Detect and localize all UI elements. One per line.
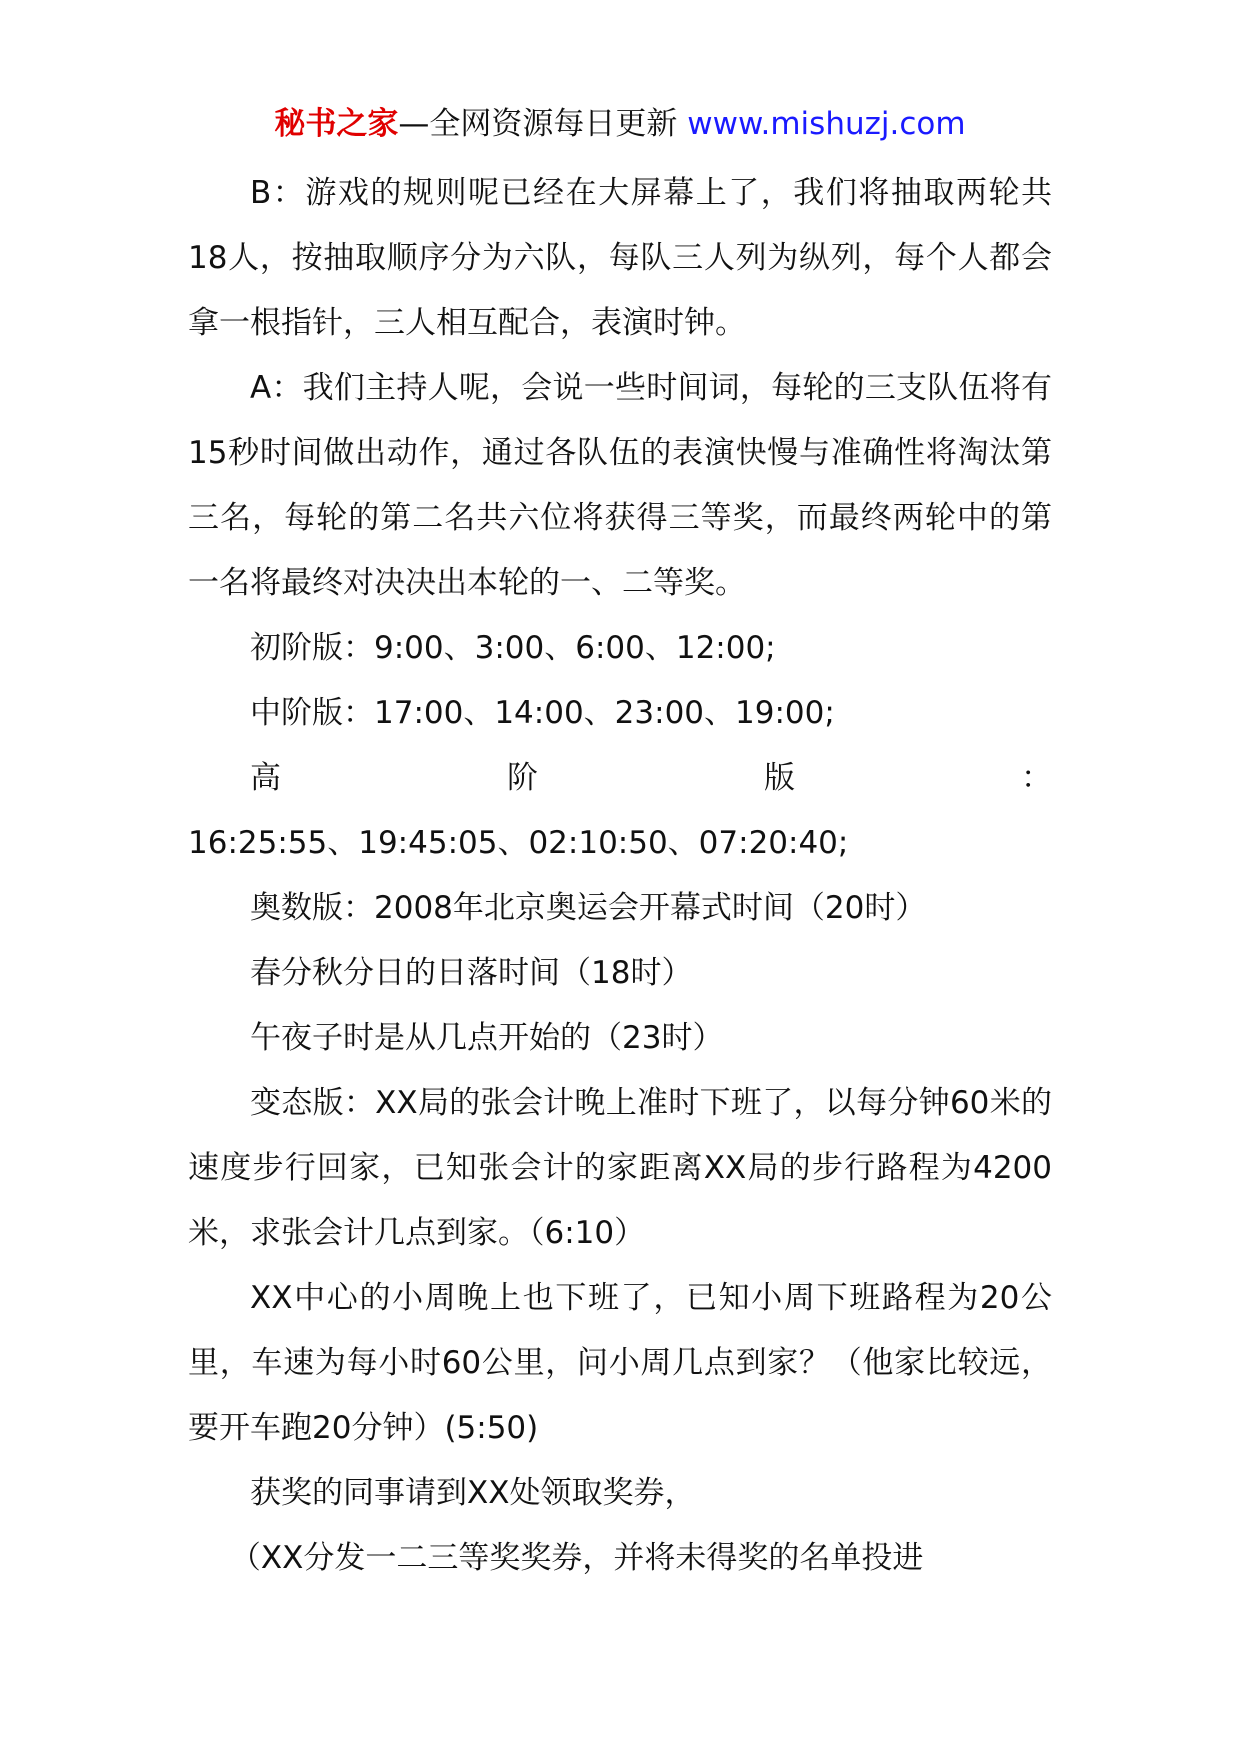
paragraph-ticket-distribution: （XX分发一二三等奖奖券，并将未得奖的名单投进 xyxy=(229,1540,924,1576)
paragraph-intermediate-level: 中阶版：17:00、14:00、23:00、19:00; xyxy=(250,695,835,731)
paragraph-beginner-level: 初阶版：9:00、3:00、6:00、12:00; xyxy=(250,630,776,666)
paragraph-midnight-question: 午夜子时是从几点开始的（23时） xyxy=(250,1020,724,1056)
site-brand: 秘书之家 xyxy=(274,106,399,142)
paragraph-advanced-times: 16:25:55、19:45:05、02:10:50、07:20:40; xyxy=(188,825,849,861)
paragraph-olympiad-level: 奥数版：2008年北京奥运会开幕式时间（20时） xyxy=(250,890,927,926)
site-url-link[interactable]: www.mishuzj.com xyxy=(687,106,966,142)
site-tagline: —全网资源每日更新 xyxy=(398,106,688,142)
paragraph-crazy-level: 变态版：XX局的张会计晚上准时下班了，以每分钟60米的速度步行回家，已知张会计的家距离XX局的步行路程为4200米，求张会计几点到家。（6:10） xyxy=(188,1085,1052,1251)
page-header xyxy=(0,100,1240,148)
paragraph-xiaozhou-question: XX中心的小周晚上也下班了，已知小周下班路程为20公里，车速为每小时60公里，问小周几点到家？（他家比较远，要开车跑20分钟）(5:50) xyxy=(188,1280,1052,1446)
document-body xyxy=(188,161,1052,1591)
paragraph-advanced-level: 高阶版： xyxy=(250,760,1052,796)
paragraph-host-explanation: A：我们主持人呢，会说一些时间词，每轮的三支队伍将有15秒时间做出动作，通过各队伍的表演快慢与准确性将淘汰第三名，每轮的第二名共六位将获得三等奖，而最终两轮中的第一名将最终对决决出本轮的一、二等奖。 xyxy=(188,370,1052,601)
paragraph-game-rules: B：游戏的规则呢已经在大屏幕上了，我们将抽取两轮共18人，按抽取顺序分为六队，每队三人列为纵列，每个人都会拿一根指针，三人相互配合，表演时钟。 xyxy=(188,175,1052,341)
paragraph-prize-collection: 获奖的同事请到XX处领取奖券， xyxy=(250,1475,696,1511)
paragraph-equinox-question: 春分秋分日的日落时间（18时） xyxy=(250,955,693,991)
